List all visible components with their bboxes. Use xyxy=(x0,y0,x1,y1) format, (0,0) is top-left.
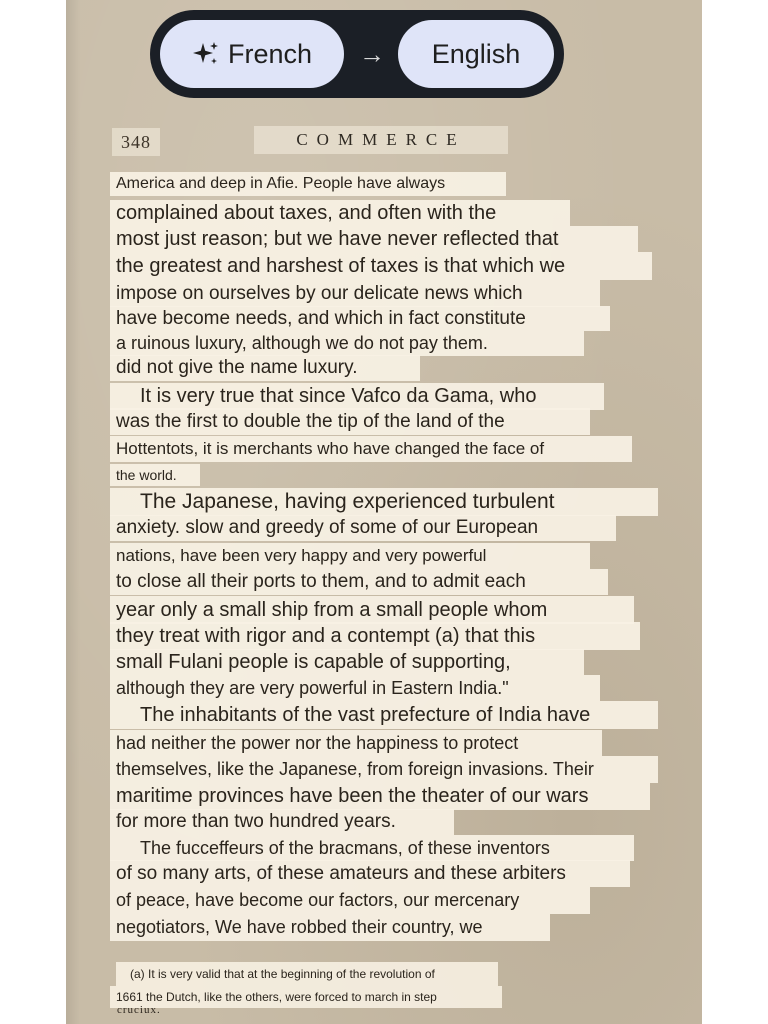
arrow-right-icon: → xyxy=(359,39,385,69)
text-line: did not give the name luxury. xyxy=(110,355,420,381)
text-line: have become needs, and which in fact constitute xyxy=(110,306,610,331)
text-line: they treat with rigor and a contempt (a) that this xyxy=(110,622,640,650)
text-line: the greatest and harshest of taxes is that which we xyxy=(110,252,652,280)
text-line: Hottentots, it is merchants who have changed the face of xyxy=(110,436,632,462)
text-line: impose on ourselves by our delicate news which xyxy=(110,280,600,307)
footnote-line: (a) It is very valid that at the beginning of the revolution of xyxy=(116,962,498,986)
footnote-line: 1661 the Dutch, like the others, were forced to march in step xyxy=(110,986,502,1008)
running-head: COMMERCE xyxy=(254,126,508,154)
text-line: had neither the power nor the happiness to protect xyxy=(110,730,602,756)
text-line: It is very true that since Vafco da Gama, who xyxy=(110,383,604,410)
text-line: negotiators, We have robbed their country, we xyxy=(110,914,550,941)
text-line: the world. xyxy=(110,464,200,486)
page-number: 348 xyxy=(112,128,160,156)
text-line: America and deep in Afie. People have always xyxy=(110,172,506,196)
language-selector-bar xyxy=(150,10,564,98)
text-line: The Japanese, having experienced turbulent xyxy=(110,488,658,516)
text-line: anxiety. slow and greedy of some of our European xyxy=(110,515,616,541)
original-text-fragment: cruciux. xyxy=(117,1004,161,1016)
source-language-label: French xyxy=(227,38,313,69)
text-line: of so many arts, of these amateurs and these arbiters xyxy=(110,860,630,887)
page-margin-shadow xyxy=(66,0,80,1024)
text-line: year only a small ship from a small people whom xyxy=(110,596,634,624)
text-line: The inhabitants of the vast prefecture of India have xyxy=(110,701,658,729)
text-line: was the first to double the tip of the land of the xyxy=(110,408,590,435)
text-line: complained about taxes, and often with the xyxy=(110,200,570,226)
target-language-button[interactable] xyxy=(398,20,554,88)
text-line: maritime provinces have been the theater of our wars xyxy=(110,783,650,810)
text-line: most just reason; but we have never reflected that xyxy=(110,226,638,252)
text-line: to close all their ports to them, and to admit each xyxy=(110,569,608,595)
sparkle-icon xyxy=(192,40,220,68)
text-line: for more than two hundred years. xyxy=(110,809,454,835)
text-line: themselves, like the Japanese, from foreign invasions. Their xyxy=(110,756,658,783)
text-line: of peace, have become our factors, our mercenary xyxy=(110,887,590,914)
text-line: The fucceffeurs of the bracmans, of these inventors xyxy=(110,835,634,861)
target-language-label: English xyxy=(431,38,521,69)
text-line: small Fulani people is capable of supporting, xyxy=(110,649,584,675)
text-line: a ruinous luxury, although we do not pay them. xyxy=(110,331,584,356)
source-language-button[interactable] xyxy=(160,20,344,88)
text-line: although they are very powerful in Eastern India." xyxy=(110,675,600,701)
text-line: nations, have been very happy and very powerful xyxy=(110,543,590,569)
